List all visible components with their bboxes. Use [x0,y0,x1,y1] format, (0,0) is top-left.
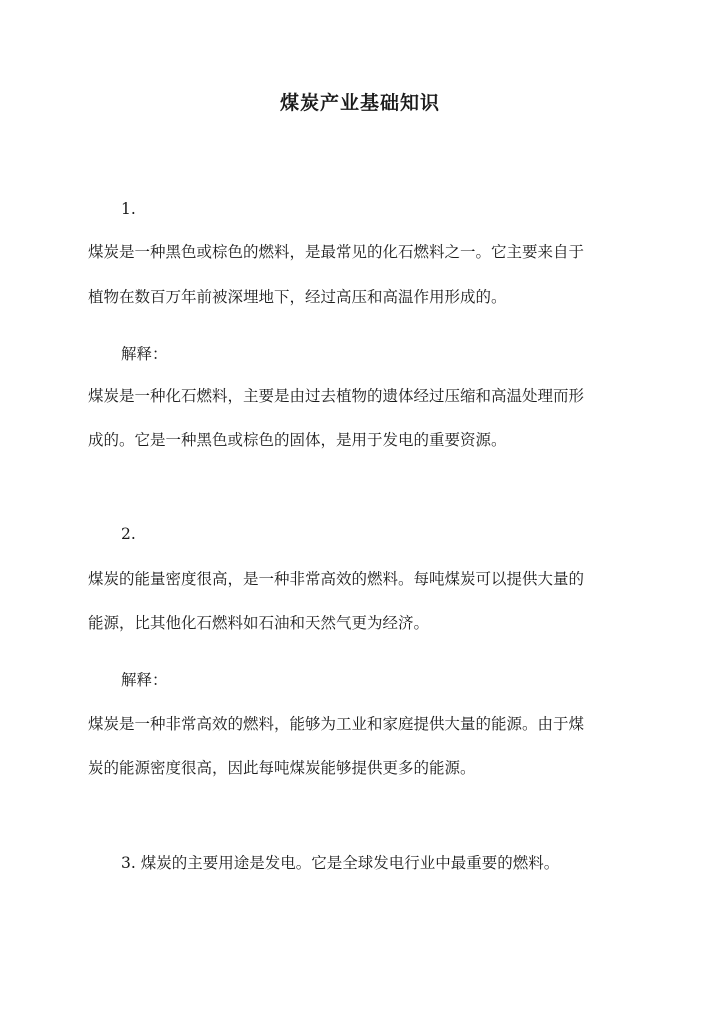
explanation-label: 解释： [121,345,168,363]
document-title: 煤炭产业基础知识 [279,92,440,114]
section-statement-line: 3. 煤炭的主要用途是发电。它是全球发电行业中最重要的燃料。 [121,854,560,872]
section-statement-line: 煤炭是一种黑色或棕色的燃料，是最常见的化石燃料之一。它主要来自于 [88,243,585,261]
explanation-line: 炭的能源密度很高，因此每吨煤炭能够提供更多的能源。 [88,759,476,777]
section-statement-line: 煤炭的能量密度很高，是一种非常高效的燃料。每吨煤炭可以提供大量的 [88,570,585,588]
explanation-line: 煤炭是一种非常高效的燃料，能够为工业和家庭提供大量的能源。由于煤 [88,715,585,733]
explanation-label: 解释： [121,671,168,689]
section-statement-line: 能源，比其他化石燃料如石油和天然气更为经济。 [88,614,430,632]
section-number: 1. [121,200,136,218]
section-statement-line: 植物在数百万年前被深埋地下，经过高压和高温作用形成的。 [88,288,507,306]
section-number: 2. [121,525,136,543]
explanation-line: 成的。它是一种黑色或棕色的固体，是用于发电的重要资源。 [88,431,507,449]
explanation-line: 煤炭是一种化石燃料，主要是由过去植物的遗体经过压缩和高温处理而形 [88,387,585,405]
